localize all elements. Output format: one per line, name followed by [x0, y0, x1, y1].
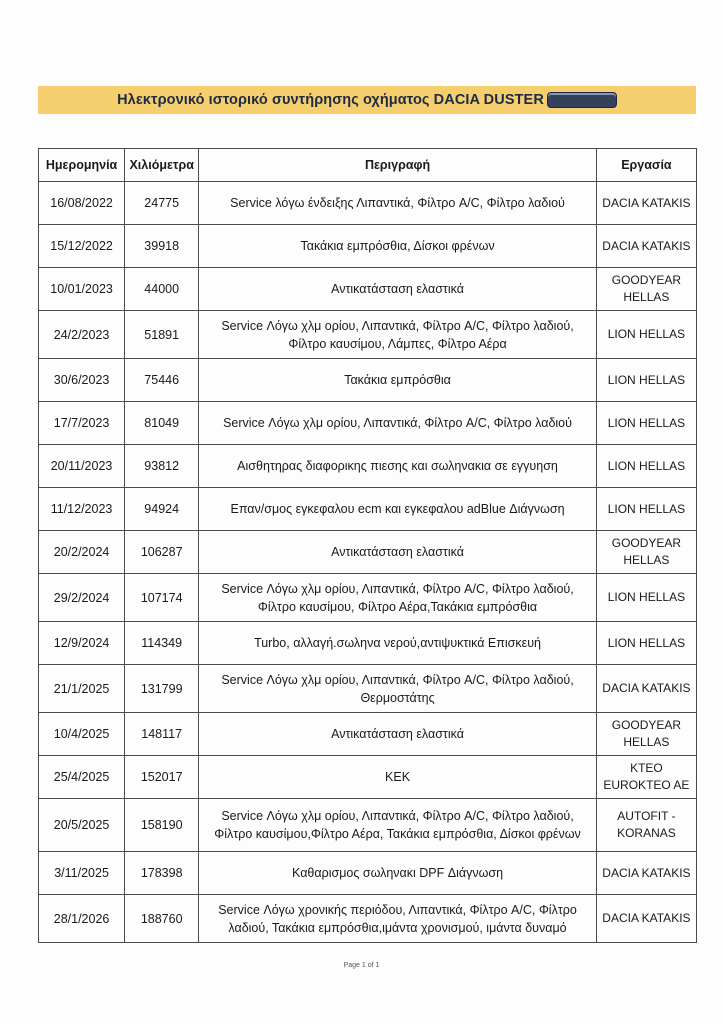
- cell-work: GOODYEAR HELLAS: [596, 268, 696, 311]
- cell-km: 94924: [125, 488, 199, 531]
- cell-km: 114349: [125, 622, 199, 665]
- cell-date: 30/6/2023: [39, 359, 125, 402]
- cell-work: LION HELLAS: [596, 574, 696, 622]
- cell-km: 107174: [125, 574, 199, 622]
- cell-work: DACIA KATAKIS: [596, 665, 696, 713]
- cell-date: 24/2/2023: [39, 311, 125, 359]
- cell-km: 131799: [125, 665, 199, 713]
- cell-description: Καθαρισμος σωληνακι DPF Διάγνωση: [199, 852, 597, 895]
- cell-date: 28/1/2026: [39, 895, 125, 943]
- table-row: [39, 268, 697, 311]
- cell-work: DACIA KATAKIS: [596, 225, 696, 268]
- table-row: [39, 756, 697, 799]
- cell-km: 188760: [125, 895, 199, 943]
- cell-description: Τακάκια εμπρόσθια: [199, 359, 597, 402]
- table-row: [39, 531, 697, 574]
- cell-description: Αντικατάσταση ελαστικά: [199, 531, 597, 574]
- cell-km: 152017: [125, 756, 199, 799]
- cell-km: 106287: [125, 531, 199, 574]
- document-title: Ηλεκτρονικό ιστορικό συντήρησης οχήματος DACIA DUSTER: [117, 92, 544, 108]
- table-row: [39, 359, 697, 402]
- cell-date: 29/2/2024: [39, 574, 125, 622]
- cell-work: AUTOFIT - KORANAS: [596, 799, 696, 852]
- cell-work: LION HELLAS: [596, 445, 696, 488]
- cell-description: Turbo, αλλαγή.σωληνα νερού,αντιψυκτικά Επισκευή: [199, 622, 597, 665]
- cell-km: 75446: [125, 359, 199, 402]
- cell-date: 20/5/2025: [39, 799, 125, 852]
- cell-description: Τακάκια εμπρόσθια, Δίσκοι φρένων: [199, 225, 597, 268]
- cell-km: 148117: [125, 713, 199, 756]
- header-km: Χιλιόμετρα: [125, 149, 199, 182]
- cell-description: Service Λόγω χλμ ορίου, Λιπαντικά, Φίλτρο A/C, Φίλτρο λαδιού: [199, 402, 597, 445]
- maintenance-table: [38, 148, 697, 943]
- cell-description: Service Λόγω χλμ ορίου, Λιπαντικά, Φίλτρο A/C, Φίλτρο λαδιού, Θερμοστάτης: [199, 665, 597, 713]
- table-row: [39, 574, 697, 622]
- cell-km: 93812: [125, 445, 199, 488]
- cell-work: LION HELLAS: [596, 359, 696, 402]
- cell-date: 15/12/2022: [39, 225, 125, 268]
- cell-km: 24775: [125, 182, 199, 225]
- cell-description: Service Λόγω χλμ ορίου, Λιπαντικά, Φίλτρο A/C, Φίλτρο λαδιού, Φίλτρο καυσίμου,Φίλτρο Αέρα, Τακάκια εμπρόσθια, Δίσκοι φρένων: [199, 799, 597, 852]
- cell-date: 10/4/2025: [39, 713, 125, 756]
- cell-description: Αντικατάσταση ελαστικά: [199, 713, 597, 756]
- cell-work: DACIA KATAKIS: [596, 182, 696, 225]
- table-row: [39, 445, 697, 488]
- header-work: Εργασία: [596, 149, 696, 182]
- cell-date: 20/11/2023: [39, 445, 125, 488]
- cell-description: Service Λόγω χρονικής περιόδου, Λιπαντικά, Φίλτρο A/C, Φίλτρο λαδιού, Τακάκια εμπρόσθια,ιμάντα χρονισμού, ιμάντα δυναμό: [199, 895, 597, 943]
- table-row: [39, 852, 697, 895]
- page-number: Page 1 of 1: [343, 962, 380, 969]
- cell-description: Service λόγω ένδειξης Λιπαντικά, Φίλτρο A/C, Φίλτρο λαδιού: [199, 182, 597, 225]
- table-row: [39, 799, 697, 852]
- cell-work: LION HELLAS: [596, 488, 696, 531]
- cell-date: 16/08/2022: [39, 182, 125, 225]
- header-description: Περιγραφή: [199, 149, 597, 182]
- cell-work: KTEO EUROKTEO AE: [596, 756, 696, 799]
- cell-work: GOODYEAR HELLAS: [596, 713, 696, 756]
- table-row: [39, 895, 697, 943]
- cell-description: Service Λόγω χλμ ορίου, Λιπαντικά, Φίλτρο A/C, Φίλτρο λαδιού, Φίλτρο καυσίμου, Λάμπες, Φίλτρο Αέρα: [199, 311, 597, 359]
- cell-work: LION HELLAS: [596, 311, 696, 359]
- cell-date: 20/2/2024: [39, 531, 125, 574]
- cell-date: 11/12/2023: [39, 488, 125, 531]
- cell-date: 25/4/2025: [39, 756, 125, 799]
- table-row: [39, 182, 697, 225]
- cell-date: 17/7/2023: [39, 402, 125, 445]
- cell-km: 39918: [125, 225, 199, 268]
- table-header-row: [39, 149, 697, 182]
- cell-description: Αισθητηρας διαφορικης πιεσης και σωληνακια σε εγγυηση: [199, 445, 597, 488]
- cell-description: Service Λόγω χλμ ορίου, Λιπαντικά, Φίλτρο A/C, Φίλτρο λαδιού, Φίλτρο καυσίμου, Φίλτρο Αέρα,Τακάκια εμπρόσθια: [199, 574, 597, 622]
- cell-km: 51891: [125, 311, 199, 359]
- cell-km: 178398: [125, 852, 199, 895]
- redaction-mark: [547, 92, 617, 108]
- title-banner: [38, 86, 696, 114]
- cell-work: LION HELLAS: [596, 402, 696, 445]
- cell-date: 12/9/2024: [39, 622, 125, 665]
- cell-date: 10/01/2023: [39, 268, 125, 311]
- table-row: [39, 622, 697, 665]
- cell-work: DACIA KATAKIS: [596, 895, 696, 943]
- cell-work: GOODYEAR HELLAS: [596, 531, 696, 574]
- table-row: [39, 402, 697, 445]
- cell-date: 21/1/2025: [39, 665, 125, 713]
- table-row: [39, 665, 697, 713]
- cell-km: 81049: [125, 402, 199, 445]
- cell-work: DACIA KATAKIS: [596, 852, 696, 895]
- table-row: [39, 311, 697, 359]
- table-row: [39, 713, 697, 756]
- cell-km: 158190: [125, 799, 199, 852]
- cell-description: ΚΕΚ: [199, 756, 597, 799]
- cell-km: 44000: [125, 268, 199, 311]
- header-date: Ημερομηνία: [39, 149, 125, 182]
- cell-description: Επαν/σμος εγκεφαλου ecm και εγκεφαλου adBlue Διάγνωση: [199, 488, 597, 531]
- table-row: [39, 225, 697, 268]
- cell-description: Αντικατάσταση ελαστικά: [199, 268, 597, 311]
- table-row: [39, 488, 697, 531]
- cell-date: 3/11/2025: [39, 852, 125, 895]
- cell-work: LION HELLAS: [596, 622, 696, 665]
